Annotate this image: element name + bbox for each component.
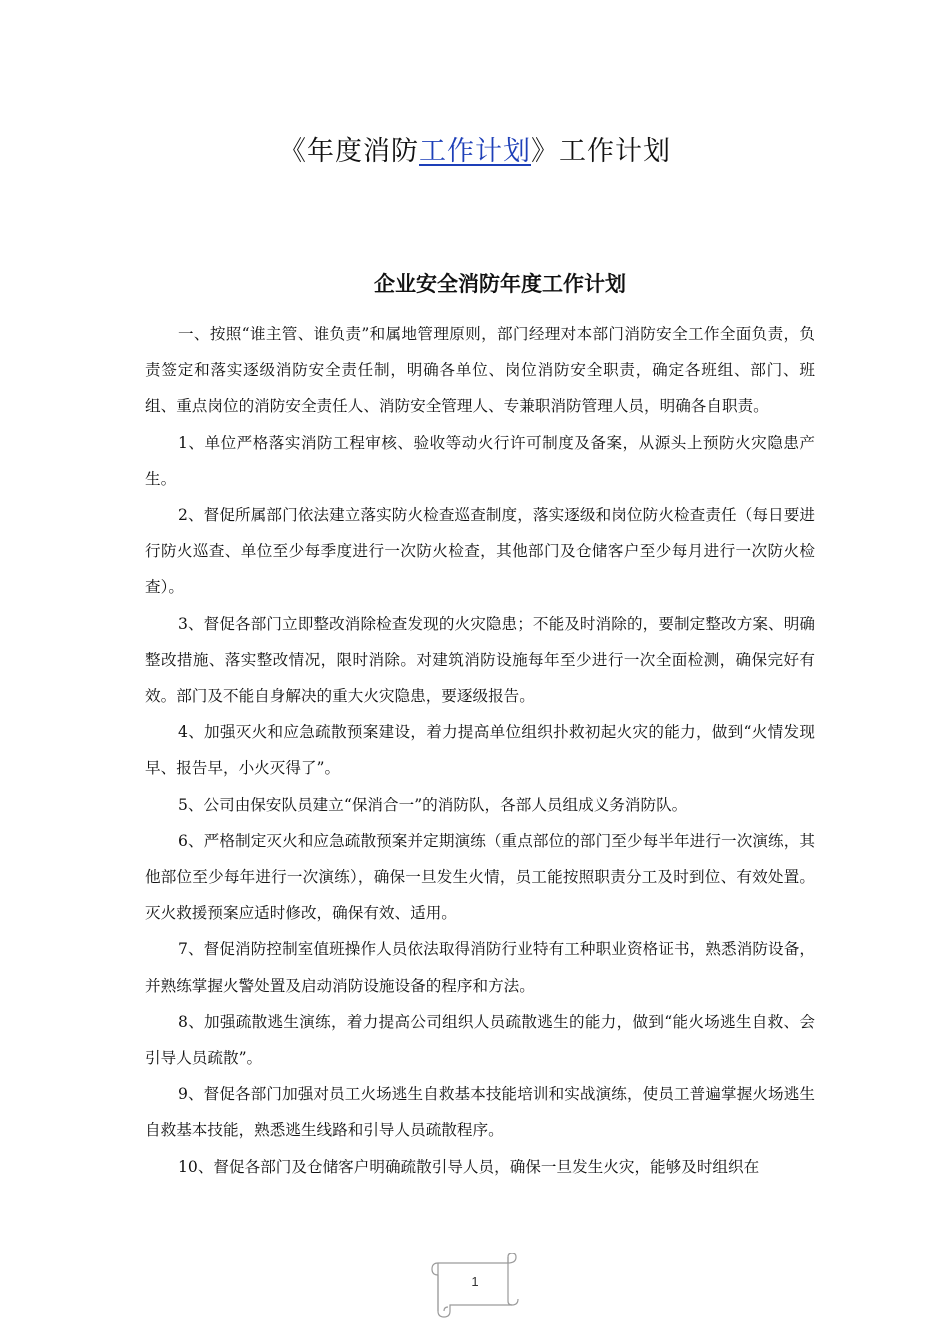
paragraph-7: 6、严格制定灭火和应急疏散预案并定期演练（重点部位的部门至少每半年进行一次演练，其他部位至少每年进行一次演练），确保一旦发生火情，员工能按照职责分工及时到位、有效处置。灭火救援预案应适时修改，确保有效、适用。 <box>145 831 815 923</box>
document-body <box>145 316 815 1185</box>
paragraph-2: 1、单位严格落实消防工程审核、验收等动火行许可制度及备案，从源头上预防火灾隐患产生。 <box>145 433 815 488</box>
page-number: 1 <box>471 1274 479 1289</box>
paragraph-4: 3、督促各部门立即整改消除检查发现的火灾隐患；不能及时消除的，要制定整改方案、明确整改措施、落实整改情况，限时消除。对建筑消防设施每年至少进行一次全面检测，确保完好有效。部门及不能自身解决的重大火灾隐患，要逐级报告。 <box>145 614 815 706</box>
paragraph-5: 4、加强灭火和应急疏散预案建设，着力提高单位组织扑救初起火灾的能力，做到“火情发现早、报告早，小火灭得了”。 <box>145 723 815 778</box>
paragraph-8: 7、督促消防控制室值班操作人员依法取得消防行业特有工种职业资格证书，熟悉消防设备，并熟练掌握火警处置及启动消防设施设备的程序和方法。 <box>145 940 815 995</box>
page-footer <box>428 1253 522 1319</box>
title-prefix: 《年度消防 <box>279 136 419 167</box>
title-suffix: 》工作计划 <box>531 136 671 167</box>
paragraph-1: 一、按照“谁主管、谁负责”和属地管理原则，部门经理对本部门消防安全工作全面负责，负责签定和落实逐级消防安全责任制，明确各单位、岗位消防安全职责，确定各班组、部门、班组、重点岗位的消防安全责任人、消防安全管理人、专兼职消防管理人员，明确各自职责。 <box>145 325 815 416</box>
document-subtitle: 企业安全消防年度工作计划 <box>374 271 626 296</box>
paragraph-6: 5、公司由保安队员建立“保消合一”的消防队，各部人员组成义务消防队。 <box>178 795 688 814</box>
paragraph-10: 9、督促各部门加强对员工火场逃生自救基本技能培训和实战演练，使员工普遍掌握火场逃生自救基本技能，熟悉逃生线路和引导人员疏散程序。 <box>145 1085 815 1140</box>
paragraph-3: 2、督促所属部门依法建立落实防火检查巡查制度，落实逐级和岗位防火检查责任（每日要进行防火巡查、单位至少每季度进行一次防火检查，其他部门及仓储客户至少每月进行一次防火检查）。 <box>145 506 815 597</box>
title-link[interactable]: 工作计划 <box>419 136 531 167</box>
paragraph-11: 10、督促各部门及仓储客户明确疏散引导人员，确保一旦发生火灾，能够及时组织在 <box>178 1157 760 1176</box>
document-title <box>0 130 950 174</box>
paragraph-9: 8、加强疏散逃生演练，着力提高公司组织人员疏散逃生的能力，做到“能火场逃生自救、会引导人员疏散”。 <box>145 1012 815 1068</box>
